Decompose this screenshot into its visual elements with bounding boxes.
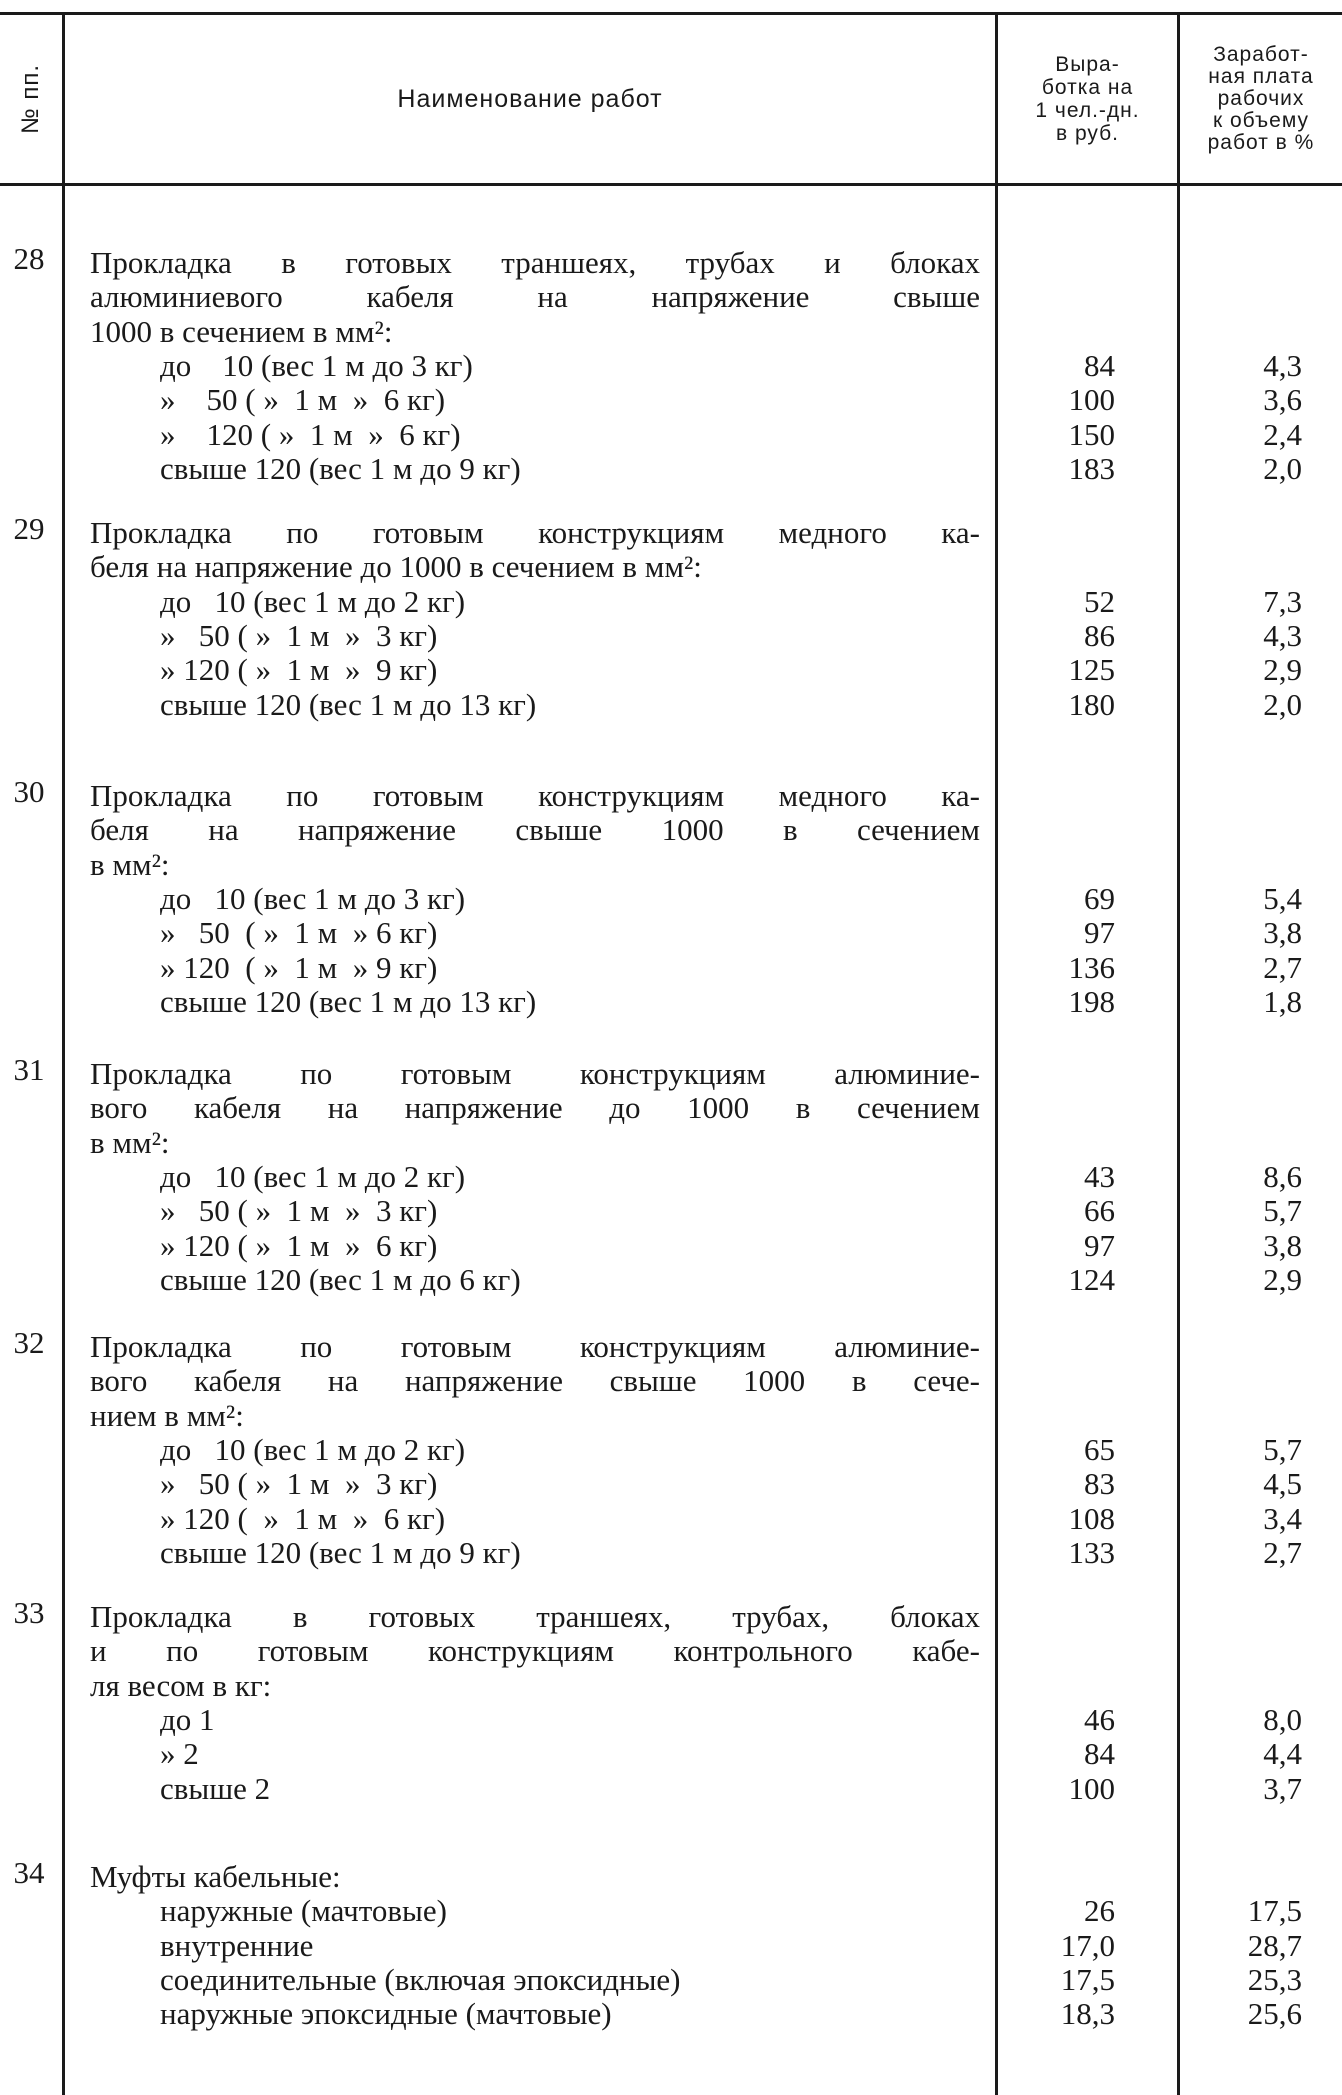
output-value: 86	[1084, 617, 1115, 653]
work-item-label: » 120 ( » 1 м » 9 кг)	[160, 949, 438, 985]
wage-percent-value: 1,8	[1263, 983, 1302, 1019]
header-output-line: ботка на	[1041, 76, 1134, 99]
wage-percent-value: 2,9	[1263, 1261, 1302, 1297]
output-value: 124	[1068, 1261, 1115, 1297]
row-number: 30	[13, 774, 45, 809]
wage-percent-value: 2,7	[1263, 1534, 1302, 1570]
work-title-line: беля на напряжение до 1000 в сечением в мм²:	[90, 549, 702, 585]
work-title-line: Прокладка по готовым конструкциям медного ка-	[90, 515, 980, 550]
work-title-line: Прокладка по готовым конструкциям алюминие-	[90, 1329, 980, 1364]
wage-percent-value: 25,6	[1247, 1996, 1302, 2032]
work-item-label: до 10 (вес 1 м до 2 кг)	[160, 1431, 466, 1467]
output-value: 65	[1084, 1431, 1115, 1467]
work-item-label: свыше 2	[160, 1770, 271, 1806]
output-value: 83	[1084, 1466, 1115, 1502]
wage-percent-value: 5,7	[1263, 1431, 1302, 1467]
output-value: 84	[1084, 347, 1115, 383]
work-title-line: Муфты кабельные:	[90, 1859, 341, 1894]
output-value: 183	[1068, 450, 1115, 486]
row-number: 34	[13, 1855, 45, 1890]
output-value: 46	[1084, 1701, 1115, 1737]
wage-percent-value: 3,7	[1263, 1770, 1302, 1806]
wage-percent-value: 3,8	[1263, 915, 1302, 951]
header-name	[65, 15, 995, 183]
wage-percent-value: 3,4	[1263, 1500, 1302, 1536]
work-item-label: до 10 (вес 1 м до 2 кг)	[160, 583, 466, 619]
output-value: 108	[1068, 1500, 1115, 1536]
work-item-label: внутренние	[160, 1927, 314, 1963]
wage-percent-value: 2,9	[1263, 652, 1302, 688]
output-value: 97	[1084, 915, 1115, 951]
output-value: 100	[1068, 1770, 1115, 1806]
wage-percent-value: 4,3	[1263, 617, 1302, 653]
header-wage-line: работ в %	[1207, 131, 1315, 154]
wage-percent-value: 5,4	[1263, 880, 1302, 916]
work-title-line: нием в мм²:	[90, 1397, 244, 1433]
output-value: 26	[1084, 1893, 1115, 1929]
work-title-line: ля весом в кг:	[90, 1667, 272, 1703]
wage-percent-value: 17,5	[1247, 1893, 1302, 1929]
wage-percent-value: 8,6	[1263, 1158, 1302, 1194]
work-title-line: Прокладка в готовых траншеях, трубах, блоках	[90, 1599, 980, 1634]
column-divider	[62, 183, 65, 2095]
wage-percent-value: 25,3	[1247, 1961, 1302, 1997]
work-title-line: в мм²:	[90, 1124, 170, 1160]
work-title-line: алюминиевого кабеля на напряжение свыше	[90, 279, 980, 315]
wage-percent-value: 2,0	[1263, 686, 1302, 722]
work-item-label: свыше 120 (вес 1 м до 6 кг)	[160, 1261, 521, 1297]
work-title-line: Прокладка по готовым конструкциям медного ка-	[90, 778, 980, 813]
header-wage-line: ная плата	[1208, 65, 1314, 88]
work-title-line: беля на напряжение свыше 1000 в сечением	[90, 812, 980, 848]
work-item-label: свыше 120 (вес 1 м до 9 кг)	[160, 450, 521, 486]
output-value: 136	[1068, 949, 1115, 985]
output-value: 52	[1084, 583, 1115, 619]
work-title-line: вого кабеля на напряжение свыше 1000 в сече-	[90, 1363, 980, 1399]
work-item-label: свыше 120 (вес 1 м до 9 кг)	[160, 1534, 521, 1570]
wage-percent-value: 4,3	[1263, 347, 1302, 383]
output-value: 180	[1068, 686, 1115, 722]
output-value: 18,3	[1060, 1996, 1115, 2032]
wage-percent-value: 28,7	[1247, 1927, 1302, 1963]
header-output-line: в руб.	[1055, 122, 1120, 145]
output-value: 84	[1084, 1736, 1115, 1772]
output-value: 17,5	[1060, 1961, 1115, 1997]
wage-percent-value: 3,8	[1263, 1227, 1302, 1263]
work-item-label: до 10 (вес 1 м до 2 кг)	[160, 1158, 466, 1194]
work-item-label: наружные эпоксидные (мачтовые)	[160, 1996, 612, 2032]
wage-percent-value: 7,3	[1263, 583, 1302, 619]
work-title-line: вого кабеля на напряжение до 1000 в сечением	[90, 1090, 980, 1126]
work-title-line: в мм²:	[90, 846, 170, 882]
wage-percent-value: 4,4	[1263, 1736, 1302, 1772]
work-item-label: наружные (мачтовые)	[160, 1893, 447, 1929]
work-item-label: » 50 ( » 1 м » 3 кг)	[160, 617, 438, 653]
work-item-label: » 120 ( » 1 м » 6 кг)	[160, 1500, 446, 1536]
row-number: 31	[13, 1052, 45, 1087]
header-name-label: Наименование работ	[397, 84, 663, 113]
output-value: 100	[1068, 382, 1115, 418]
output-value: 97	[1084, 1227, 1115, 1263]
header-output-line: 1 чел.-дн.	[1035, 99, 1140, 122]
work-item-label: » 50 ( » 1 м » 3 кг)	[160, 1466, 438, 1502]
header-bottom-rule	[0, 183, 1342, 186]
row-number: 28	[13, 241, 45, 276]
work-title-line: Прокладка по готовым конструкциям алюминие-	[90, 1056, 980, 1091]
header-wage-line: к объему	[1212, 109, 1309, 132]
output-value: 17,0	[1060, 1927, 1115, 1963]
work-item-label: » 50 ( » 1 м » 6 кг)	[160, 382, 446, 418]
work-item-label: » 50 ( » 1 м » 6 кг)	[160, 915, 438, 951]
work-item-label: свыше 120 (вес 1 м до 13 кг)	[160, 686, 537, 722]
work-item-label: соединительные (включая эпоксидные)	[160, 1961, 681, 1997]
output-value: 150	[1068, 416, 1115, 452]
work-item-label: » 120 ( » 1 м » 6 кг)	[160, 416, 461, 452]
header-wage	[1180, 15, 1342, 183]
header-number	[0, 15, 62, 183]
work-item-label: » 50 ( » 1 м » 3 кг)	[160, 1193, 438, 1229]
header-output-line: Выра-	[1055, 53, 1120, 76]
wage-percent-value: 8,0	[1263, 1701, 1302, 1737]
wage-percent-value: 2,4	[1263, 416, 1302, 452]
wage-percent-value: 2,7	[1263, 949, 1302, 985]
output-value: 133	[1068, 1534, 1115, 1570]
work-item-label: свыше 120 (вес 1 м до 13 кг)	[160, 983, 537, 1019]
output-value: 125	[1068, 652, 1115, 688]
work-item-label: до 10 (вес 1 м до 3 кг)	[160, 347, 473, 383]
output-value: 198	[1068, 983, 1115, 1019]
header-wage-line: Заработ-	[1213, 43, 1309, 66]
work-title-line: Прокладка в готовых траншеях, трубах и блоках	[90, 245, 980, 280]
work-title-line: и по готовым конструкциям контрольного кабе-	[90, 1633, 980, 1669]
wage-percent-value: 2,0	[1263, 450, 1302, 486]
header-output	[998, 15, 1177, 183]
work-item-label: » 2	[160, 1736, 199, 1772]
work-title-line: 1000 в сечением в мм²:	[90, 313, 393, 349]
row-number: 29	[13, 511, 45, 546]
header-wage-line: рабочих	[1217, 87, 1305, 110]
work-item-label: до 1	[160, 1701, 215, 1737]
wage-percent-value: 4,5	[1263, 1466, 1302, 1502]
output-value: 43	[1084, 1158, 1115, 1194]
output-value: 66	[1084, 1193, 1115, 1229]
work-item-label: до 10 (вес 1 м до 3 кг)	[160, 880, 466, 916]
column-divider	[995, 183, 998, 2095]
wage-percent-value: 3,6	[1263, 382, 1302, 418]
header-number-label: № пп.	[17, 63, 45, 135]
output-value: 69	[1084, 880, 1115, 916]
row-number: 32	[13, 1325, 45, 1360]
work-item-label: » 120 ( » 1 м » 9 кг)	[160, 652, 438, 688]
work-item-label: » 120 ( » 1 м » 6 кг)	[160, 1227, 438, 1263]
row-number: 33	[13, 1595, 45, 1630]
wage-percent-value: 5,7	[1263, 1193, 1302, 1229]
